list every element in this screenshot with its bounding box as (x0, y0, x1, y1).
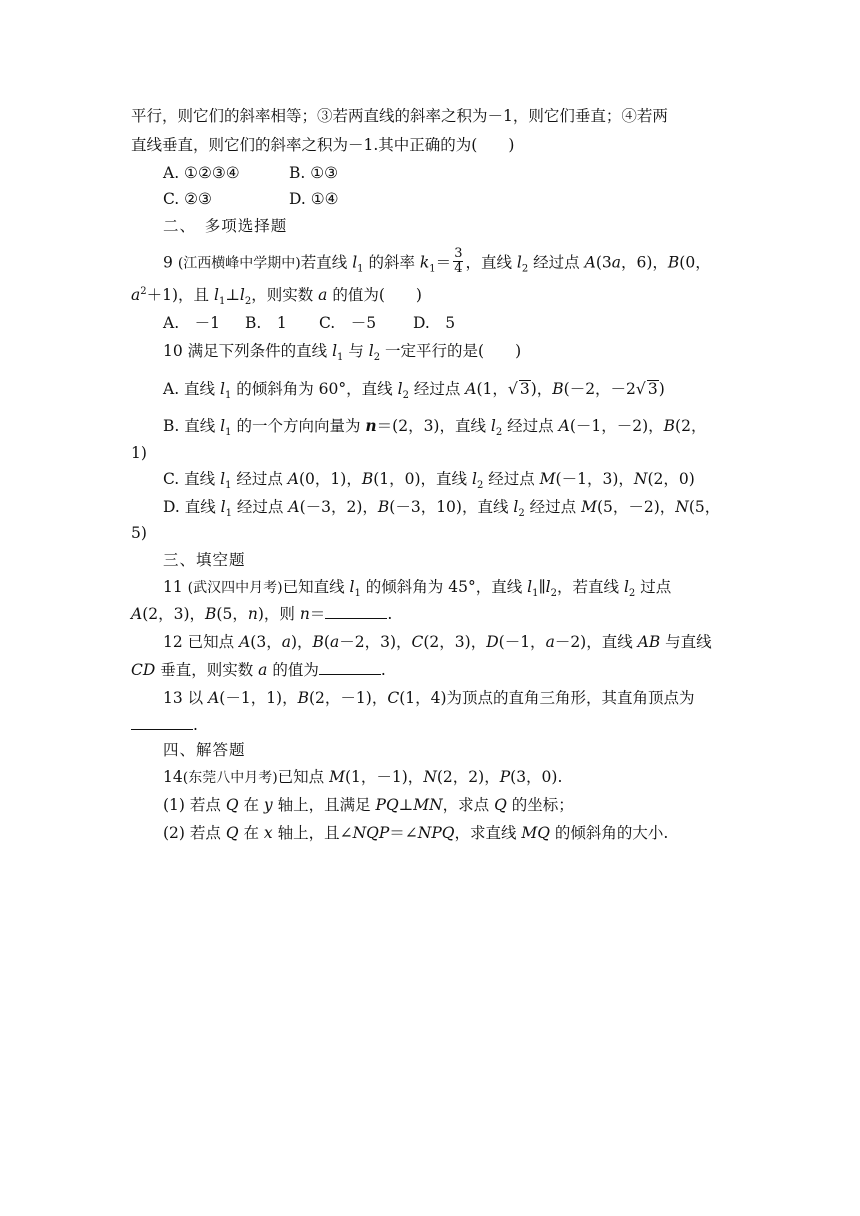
q11-stem-line2: A(2，3)，B(5，n)，则 n＝ . (131, 605, 393, 623)
q8-options-row1 (163, 163, 338, 183)
q10-stem: 10 满足下列条件的直线 $l_1$ 与 $l_2$ 一定平行的是( ) (163, 342, 522, 364)
q14-part1: (1) 若点 Q 在 y 轴上，且满足 PQ⊥MN，求点 Q 的坐标； (163, 796, 574, 814)
q14-stem: 14(东莞八中月考)已知点 M(1，－1)，N(2，2)，P(3，0). (163, 768, 563, 786)
q10-option-d-line1: D. 直线 $l_1$ 经过点 A(－3，2)，B(－3，10)，直线 $l_2$ 经过点 M(5，－2)，N(5， (163, 498, 721, 520)
q8-option-c: C. ②③ (163, 190, 212, 208)
q10-option-b-line2: 1) (131, 444, 147, 462)
q13-stem-line2: . (131, 715, 198, 735)
q8-options-row2 (163, 189, 339, 209)
q10-option-b-line1: B. 直线 $l_1$ 的一个方向向量为 n＝(2，3)，直线 $l_2$ 经过点 A(－1，－2)，B(2， (163, 416, 707, 439)
q9-option-b: B. 1 (245, 314, 287, 332)
answer-blank[interactable] (319, 660, 381, 675)
q8-option-a: A. ①②③④ (163, 164, 240, 182)
section-title-multiple-choice: 二、 多项选择题 (163, 217, 288, 235)
q8-stem-line1: 平行，则它们的斜率相等；③若两直线的斜率之积为－1，则它们垂直；④若两 (131, 107, 668, 125)
section-title-answer: 四、解答题 (163, 741, 246, 759)
q9-stem-line1: 9 (江西横峰中学期中)若直线 $l_1$ 的斜率 $k_1=$ $\frac{3}{4}$ ，直线 $l_2$ 经过点 A(3a，6)，B(0， (163, 246, 711, 276)
section-title-fill-in: 三、填空题 (163, 551, 246, 569)
q9-options (163, 313, 455, 333)
q9-source: (江西横峰中学期中) (177, 255, 301, 272)
q8-stem-line2: 直线垂直，则它们的斜率之积为－1.其中正确的为( ) (131, 136, 515, 154)
q9-option-a: A. －1 (163, 314, 220, 332)
q9-stem-line2: $a^2+1$)，且 $l_1\perp l_2$，则实数 a 的值为( ) (131, 285, 422, 308)
sqrt-icon: √ (635, 380, 646, 398)
answer-blank[interactable] (131, 715, 193, 730)
q8-option-d: D. ①④ (289, 190, 339, 208)
q9-option-c: C. －5 (319, 314, 377, 332)
q10-option-a: A. 直线 $l_1$ 的倾斜角为 60°，直线 $l_2$ 经过点 A(1，√ 3)，B(－2，－2√ 3) (163, 380, 665, 402)
q12-stem-line2: CD 垂直，则实数 a 的值为 . (131, 661, 386, 679)
q10-option-c: C. 直线 $l_1$ 经过点 A(0，1)，B(1，0)，直线 $l_2$ 经过点 M(－1，3)，N(2，0) (163, 470, 695, 492)
sqrt-icon: √ (507, 380, 518, 398)
q8-option-b: B. ①③ (289, 164, 339, 182)
q12-stem-line1: 12 已知点 A(3，a)，B(a－2，3)，C(2，3)，D(－1，a－2)，直线 AB 与直线 (163, 633, 712, 651)
q14-part2: (2) 若点 Q 在 x 轴上，且∠NQP＝∠NPQ，求直线 MQ 的倾斜角的大小. (163, 824, 669, 842)
q11-stem-line1: 11 (武汉四中月考)已知直线 $l_1$ 的倾斜角为 45°，直线 $l_1\parallel l_2$，若直线 $l_2$ 过点 (163, 578, 672, 600)
q9-number: 9 (163, 253, 173, 272)
fraction-three-quarters: $\frac{3}{4}$ (454, 246, 463, 276)
answer-blank[interactable] (325, 604, 387, 619)
q13-stem-line1: 13 以 A(－1，1)，B(2，－1)，C(1，4)为顶点的直角三角形，其直角顶点为 (163, 689, 695, 707)
q9-option-d: D. 5 (413, 314, 456, 332)
q10-option-d-line2: 5) (131, 524, 147, 542)
